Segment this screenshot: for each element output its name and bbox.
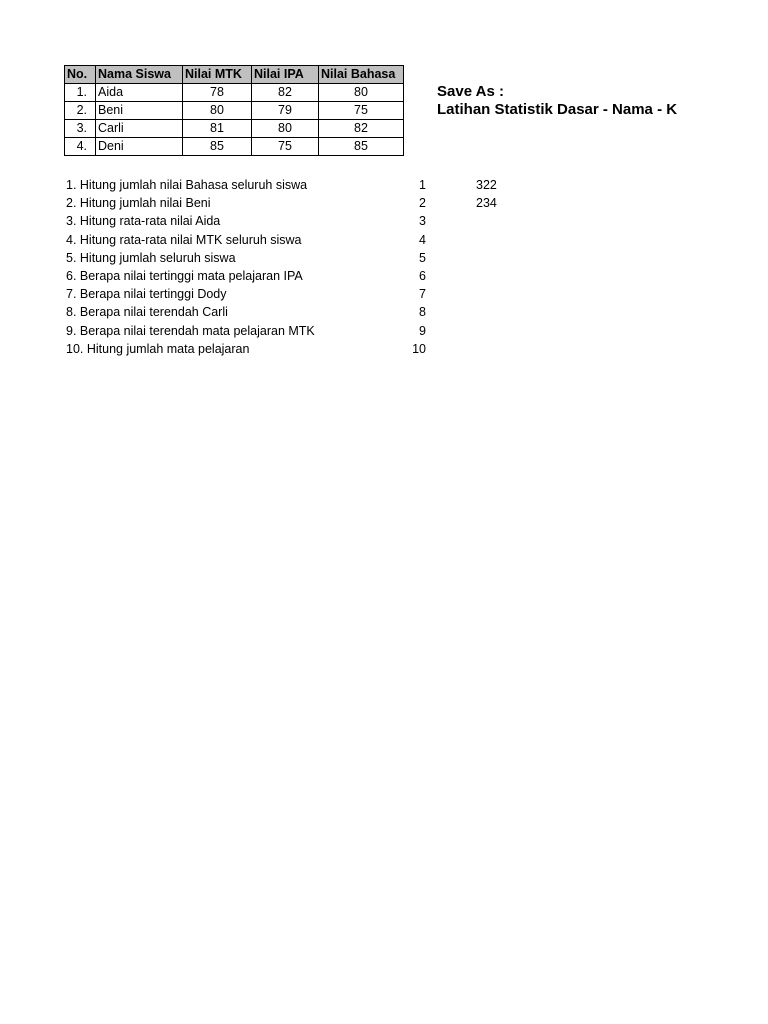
cell-bahasa[interactable]: 85: [319, 138, 404, 156]
question-list: [66, 176, 566, 358]
cell-name[interactable]: Deni: [96, 138, 183, 156]
question-text[interactable]: 9. Berapa nilai terendah mata pelajaran MTK: [66, 323, 315, 338]
cell-mtk[interactable]: 81: [183, 120, 252, 138]
cell-ipa[interactable]: 82: [252, 84, 319, 102]
list-item: [66, 285, 566, 303]
header-cell-bahasa[interactable]: Nilai Bahasa: [319, 66, 404, 84]
list-item: [66, 340, 566, 358]
question-text[interactable]: 4. Hitung rata-rata nilai MTK seluruh siswa: [66, 232, 302, 247]
question-text[interactable]: 1. Hitung jumlah nilai Bahasa seluruh siswa: [66, 178, 308, 192]
table-row: [65, 120, 404, 138]
table-row: [65, 84, 404, 102]
header-cell-ipa[interactable]: Nilai IPA: [252, 66, 319, 84]
question-number[interactable]: 4: [419, 232, 426, 247]
cell-no[interactable]: 1.: [65, 84, 96, 102]
question-text[interactable]: 3. Hitung rata-rata nilai Aida: [66, 214, 221, 229]
table-header-row: [65, 66, 404, 84]
question-text[interactable]: 2. Hitung jumlah nilai Beni: [66, 196, 211, 211]
header-cell-no[interactable]: No.: [65, 66, 96, 84]
question-text[interactable]: 10. Hitung jumlah mata pelajaran: [66, 341, 250, 356]
list-item: [66, 212, 566, 230]
cell-name[interactable]: Carli: [96, 120, 183, 138]
save-as-filename[interactable]: Latihan Statistik Dasar - Nama - K: [437, 101, 678, 118]
cell-bahasa[interactable]: 82: [319, 120, 404, 138]
cell-no[interactable]: 3.: [65, 120, 96, 138]
question-answer[interactable]: 234: [476, 196, 497, 211]
list-item: [66, 267, 566, 285]
question-number[interactable]: 8: [419, 305, 426, 320]
list-item: [66, 303, 566, 321]
header-cell-mtk[interactable]: Nilai MTK: [183, 66, 252, 84]
question-number[interactable]: 6: [419, 268, 426, 283]
cell-ipa[interactable]: 79: [252, 102, 319, 120]
list-item: [66, 231, 566, 249]
list-item: [66, 249, 566, 267]
cell-no[interactable]: 2.: [65, 102, 96, 120]
question-text[interactable]: 5. Hitung jumlah seluruh siswa: [66, 250, 236, 265]
cell-bahasa[interactable]: 80: [319, 84, 404, 102]
question-answer[interactable]: 322: [476, 178, 497, 192]
question-number[interactable]: 1: [419, 178, 426, 192]
table-row: [65, 138, 404, 156]
student-grades-table: [64, 65, 404, 156]
table-row: [65, 102, 404, 120]
question-number[interactable]: 10: [412, 341, 426, 356]
question-number[interactable]: 3: [419, 214, 426, 229]
list-item: [66, 194, 566, 212]
list-item: [66, 322, 566, 340]
list-item: [66, 176, 566, 194]
cell-name[interactable]: Aida: [96, 84, 183, 102]
cell-mtk[interactable]: 78: [183, 84, 252, 102]
question-number[interactable]: 7: [419, 287, 426, 302]
cell-ipa[interactable]: 80: [252, 120, 319, 138]
question-number[interactable]: 2: [419, 196, 426, 211]
cell-mtk[interactable]: 80: [183, 102, 252, 120]
cell-mtk[interactable]: 85: [183, 138, 252, 156]
save-as-note: [437, 83, 677, 119]
save-as-label[interactable]: Save As :: [437, 83, 504, 100]
question-number[interactable]: 9: [419, 323, 426, 338]
question-text[interactable]: 8. Berapa nilai terendah Carli: [66, 305, 228, 320]
cell-bahasa[interactable]: 75: [319, 102, 404, 120]
question-text[interactable]: 6. Berapa nilai tertinggi mata pelajaran IPA: [66, 268, 303, 283]
header-cell-name[interactable]: Nama Siswa: [96, 66, 183, 84]
question-text[interactable]: 7. Berapa nilai tertinggi Dody: [66, 287, 227, 302]
question-number[interactable]: 5: [419, 250, 426, 265]
cell-no[interactable]: 4.: [65, 138, 96, 156]
cell-ipa[interactable]: 75: [252, 138, 319, 156]
cell-name[interactable]: Beni: [96, 102, 183, 120]
